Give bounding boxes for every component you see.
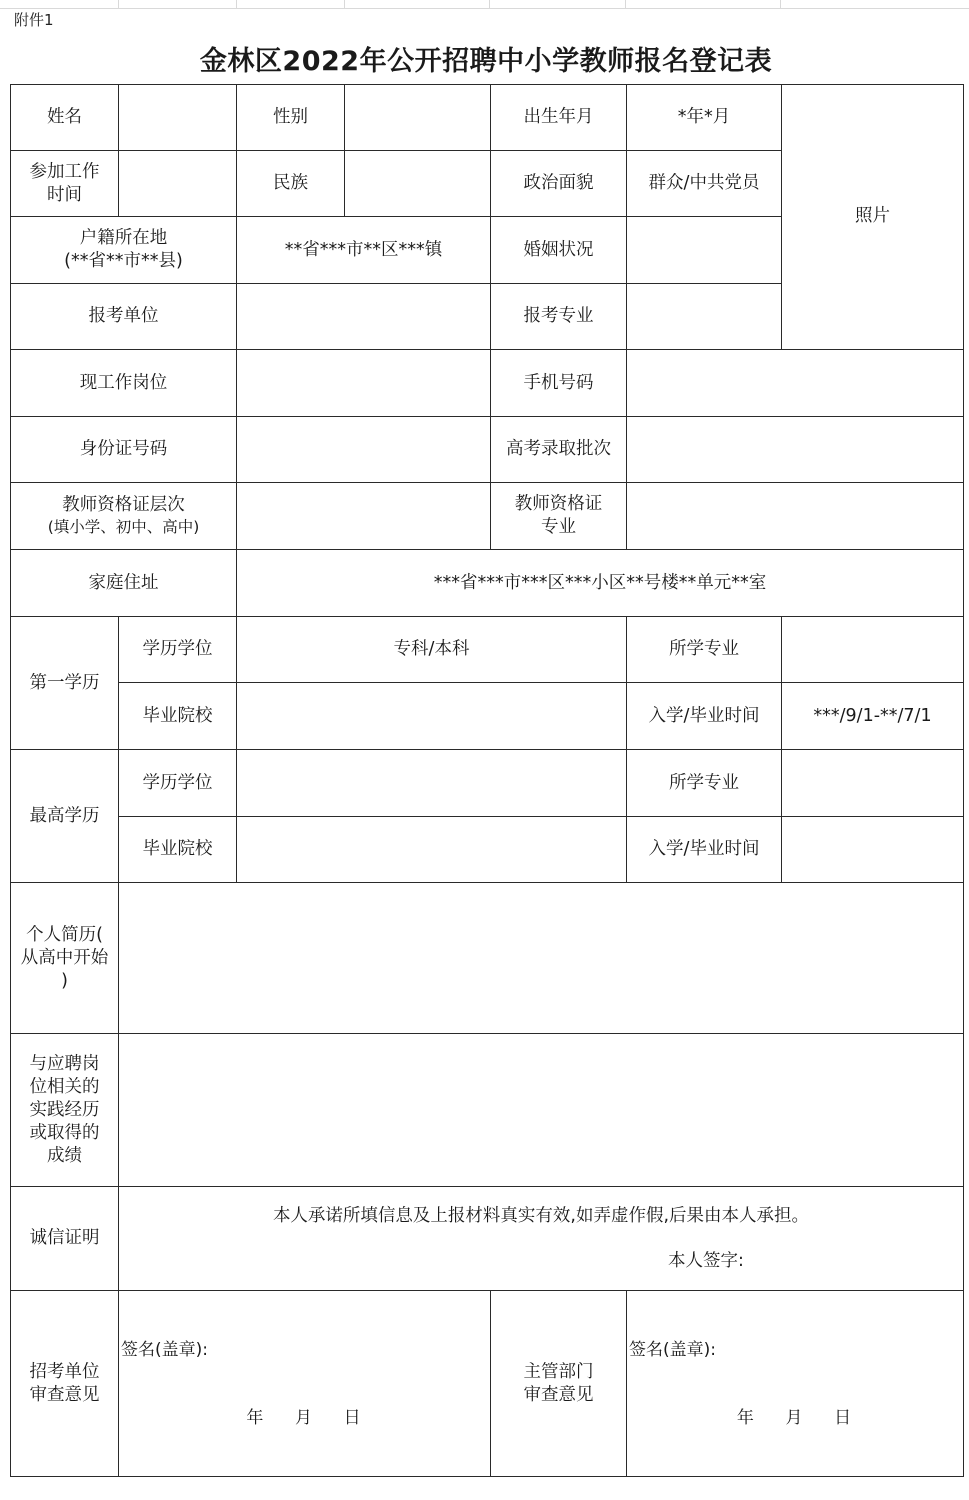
current-post-input[interactable] <box>237 350 491 417</box>
name-input[interactable] <box>119 85 237 151</box>
marital-label: 婚姻状况 <box>491 217 627 284</box>
experience-label: 与应聘岗 位相关的 实践经历 或取得的 成绩 <box>11 1034 119 1187</box>
gaokao-batch-label: 高考录取批次 <box>491 417 627 483</box>
spreadsheet-header-gridline <box>0 0 969 9</box>
highest-edu-degree-label: 学历学位 <box>119 750 237 817</box>
phone-input[interactable] <box>627 350 964 417</box>
birth-label: 出生年月 <box>491 85 627 151</box>
experience-input[interactable] <box>119 1034 964 1187</box>
current-post-label: 现工作岗位 <box>11 350 237 417</box>
household-label-cell <box>11 217 237 284</box>
highest-edu-degree-input[interactable] <box>237 750 627 817</box>
work-time-input[interactable] <box>119 151 237 217</box>
first-edu-label: 第一学历 <box>11 617 119 750</box>
first-edu-major-label: 所学专业 <box>627 617 782 683</box>
attachment-label: 附件1 <box>14 11 54 29</box>
photo-box[interactable] <box>782 85 964 350</box>
cert-level-label-cell <box>11 483 237 550</box>
integrity-statement: 本人承诺所填信息及上报材料真实有效,如弄虚作假,后果由本人承担。 <box>272 1205 810 1226</box>
first-edu-school-input[interactable] <box>237 683 627 750</box>
highest-edu-school-label: 毕业院校 <box>119 817 237 883</box>
integrity-cell <box>119 1187 964 1291</box>
name-label: 姓名 <box>11 85 119 151</box>
highest-edu-major-label: 所学专业 <box>627 750 782 817</box>
first-edu-dates-input[interactable]: ***/9/1-**/7/1 <box>782 683 964 750</box>
phone-label: 手机号码 <box>491 350 627 417</box>
unit-review-label: 招考单位 审查意见 <box>11 1291 119 1477</box>
first-edu-school-label: 毕业院校 <box>119 683 237 750</box>
highest-edu-school-input[interactable] <box>237 817 627 883</box>
unit-date: 年 月 日 <box>246 1408 363 1428</box>
resume-input[interactable] <box>119 883 964 1034</box>
political-input[interactable]: 群众/中共党员 <box>627 151 782 217</box>
unit-sign-label: 签名(盖章): <box>121 1340 208 1360</box>
apply-major-label: 报考专业 <box>491 284 627 350</box>
first-edu-degree-input[interactable]: 专科/本科 <box>237 617 627 683</box>
unit-review-cell[interactable] <box>119 1291 491 1477</box>
birth-input[interactable]: *年*月 <box>627 85 782 151</box>
resume-label: 个人简历( 从高中开始 ) <box>11 883 119 1034</box>
registration-table <box>10 84 964 1477</box>
id-number-input[interactable] <box>237 417 491 483</box>
photo-label: 照片 <box>855 206 890 226</box>
household-input[interactable]: **省***市**区***镇 <box>237 217 491 284</box>
highest-edu-label: 最高学历 <box>11 750 119 883</box>
highest-edu-dates-input[interactable] <box>782 817 964 883</box>
first-edu-major-input[interactable] <box>782 617 964 683</box>
gaokao-batch-input[interactable] <box>627 417 964 483</box>
dept-date: 年 月 日 <box>736 1408 854 1428</box>
political-label: 政治面貌 <box>491 151 627 217</box>
apply-unit-input[interactable] <box>237 284 491 350</box>
highest-edu-dates-label: 入学/毕业时间 <box>627 817 782 883</box>
cert-level-label: 教师资格证层次 <box>62 495 185 515</box>
marital-input[interactable] <box>627 217 782 284</box>
form-title: 金林区2022年公开招聘中小学教师报名登记表 <box>199 45 773 77</box>
apply-major-input[interactable] <box>627 284 782 350</box>
household-hint: (**省**市**县) <box>64 251 183 271</box>
work-time-label: 参加工作 时间 <box>11 151 119 217</box>
first-edu-degree-label: 学历学位 <box>119 617 237 683</box>
gender-input[interactable] <box>345 85 491 151</box>
id-number-label: 身份证号码 <box>11 417 237 483</box>
first-edu-dates-label: 入学/毕业时间 <box>627 683 782 750</box>
cert-level-hint: (填小学、初中、高中) <box>47 518 200 536</box>
cert-level-input[interactable] <box>237 483 491 550</box>
highest-edu-major-input[interactable] <box>782 750 964 817</box>
dept-review-cell[interactable] <box>627 1291 964 1477</box>
household-label: 户籍所在地 <box>79 228 168 248</box>
cert-major-label: 教师资格证 专业 <box>491 483 627 550</box>
ethnicity-label: 民族 <box>237 151 345 217</box>
address-label: 家庭住址 <box>11 550 237 617</box>
dept-review-label: 主管部门 审查意见 <box>491 1291 627 1477</box>
address-input[interactable]: ***省***市***区***小区**号楼**单元**室 <box>237 550 964 617</box>
ethnicity-input[interactable] <box>345 151 491 217</box>
integrity-signature-label: 本人签字: <box>668 1250 744 1271</box>
integrity-label: 诚信证明 <box>11 1187 119 1291</box>
cert-major-input[interactable] <box>627 483 964 550</box>
apply-unit-label: 报考单位 <box>11 284 237 350</box>
dept-sign-label: 签名(盖章): <box>629 1340 716 1360</box>
gender-label: 性别 <box>237 85 345 151</box>
